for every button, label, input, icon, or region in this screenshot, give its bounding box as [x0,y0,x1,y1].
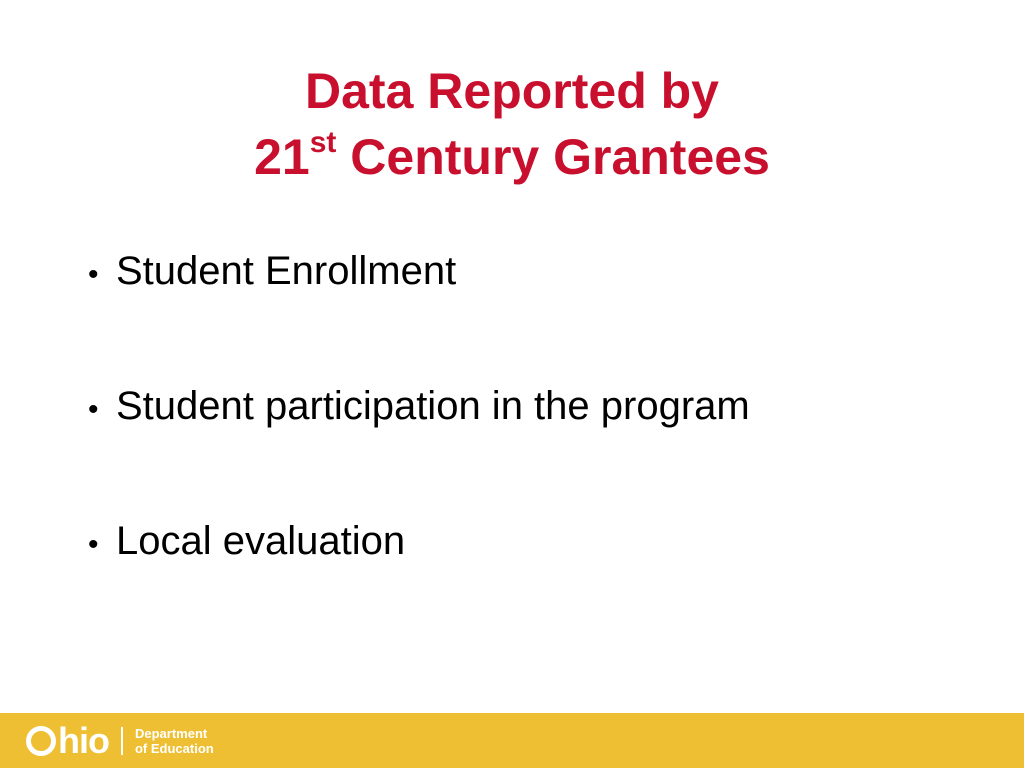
footer-band [0,713,1024,768]
title-line-2 [0,124,1024,190]
ohio-o-circle-icon [26,726,56,756]
ohio-wordmark [26,722,109,760]
title-number: 21 [254,129,310,185]
bullet-icon: • [88,258,99,291]
logo-dept-line-1: Department [134,726,208,741]
bullet-item [88,512,968,574]
ohio-department-of-education-logo [26,722,214,760]
bullet-icon: • [88,528,99,561]
bullet-text: Local evaluation [116,519,406,563]
bullet-item [88,377,968,439]
bullet-text: Student participation in the program [116,384,750,428]
logo-divider [121,727,123,755]
logo-department-text [135,726,214,756]
title-superscript: st [309,126,337,160]
bullet-icon: • [88,393,99,426]
bullet-item [88,242,968,304]
logo-dept-line-2: of Education [134,741,214,756]
slide-title [0,58,1024,190]
ohio-wordmark-text: hio [58,720,109,761]
title-line-2-rest: Century Grantees [336,129,770,185]
bullet-list [88,242,968,647]
title-line-1: Data Reported by [305,63,719,119]
bullet-text: Student Enrollment [116,249,457,293]
